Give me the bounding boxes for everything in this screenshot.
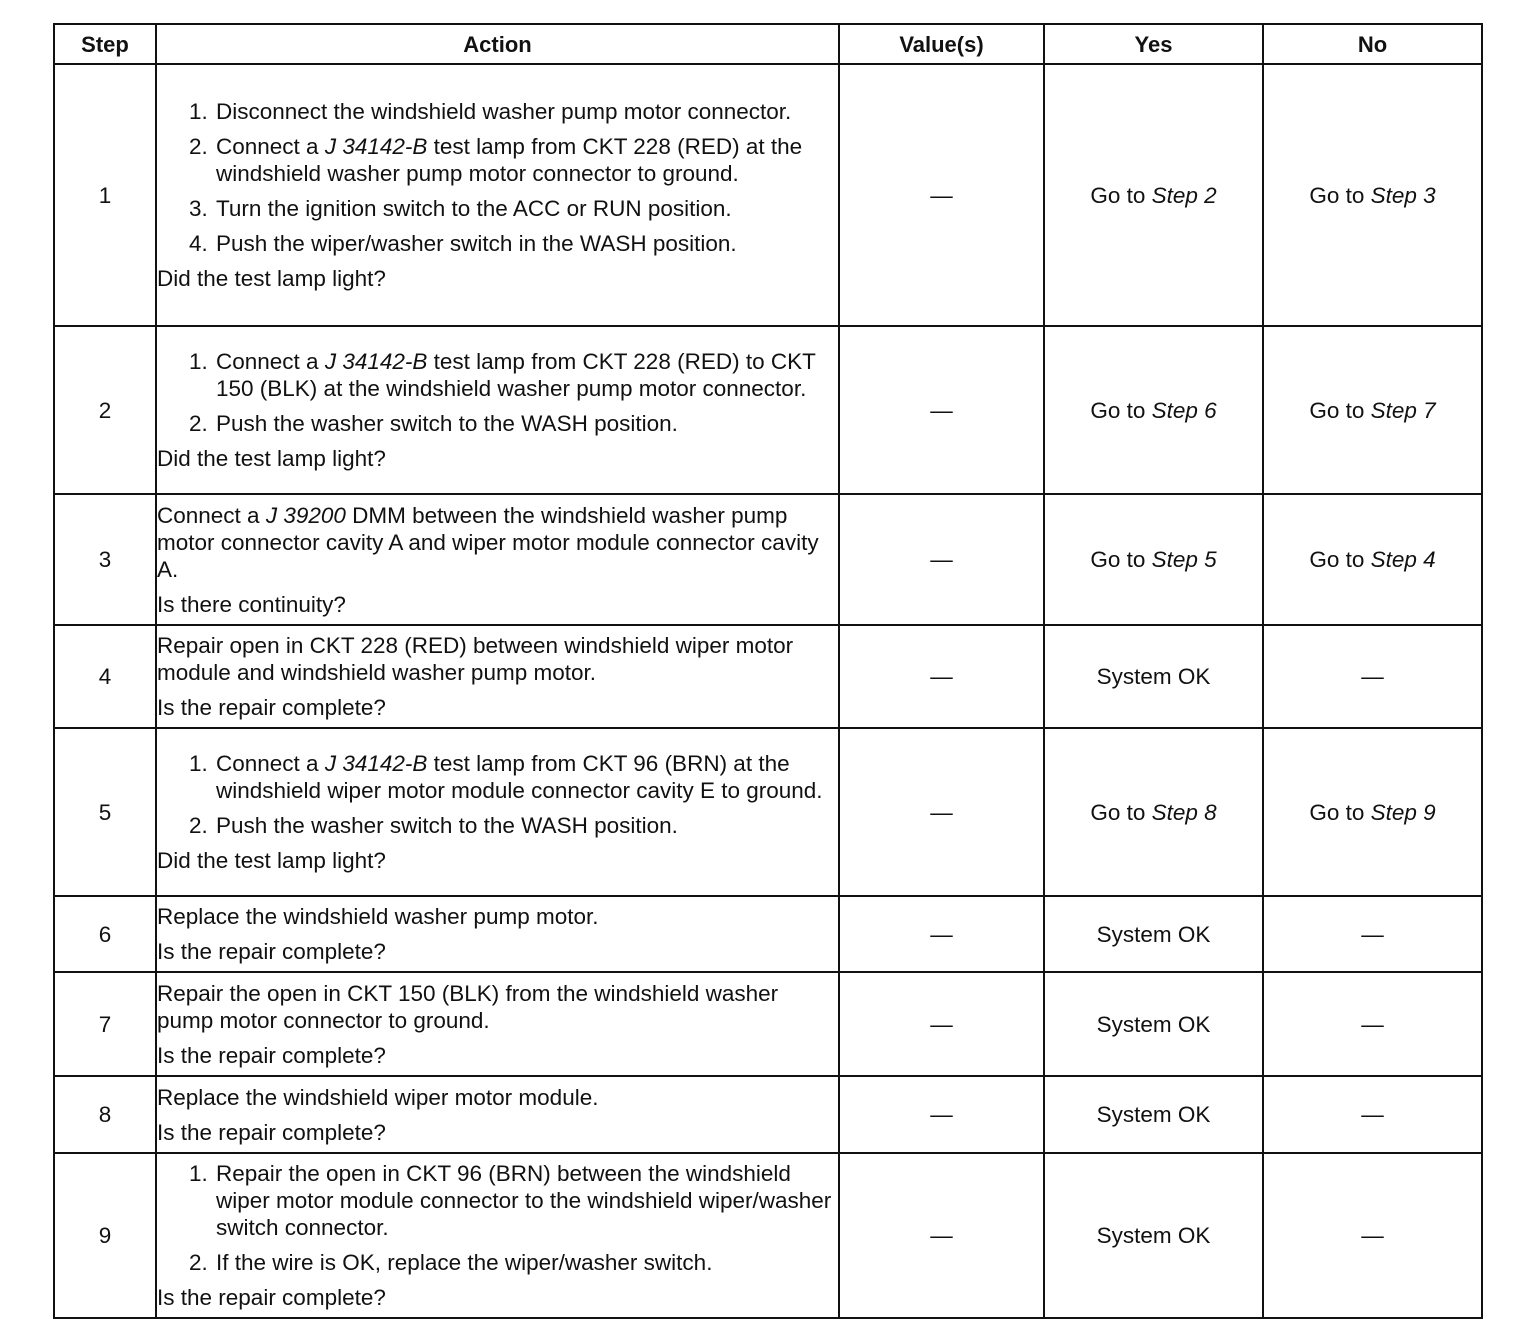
substep-item: [214, 98, 838, 125]
substep-item: [214, 750, 838, 804]
no-result: [1263, 64, 1482, 326]
text-segment: Go to: [1090, 547, 1152, 572]
text-segment: Connect a: [216, 349, 325, 374]
text-segment: Go to: [1309, 397, 1371, 423]
tool-reference: J 34142-B: [324, 134, 428, 159]
action-question: Did the test lamp light?: [157, 848, 386, 873]
value-cell: —: [839, 1153, 1044, 1318]
action-question: Is the repair complete?: [157, 695, 386, 720]
no-result: [1263, 1076, 1482, 1153]
text-segment: DMM between the windshield washer pump motor connector cavity A and wiper motor module connector cavity A.: [157, 502, 819, 582]
action-cell: [156, 64, 839, 326]
substep-item: [214, 348, 838, 402]
text-segment: —: [1361, 1102, 1384, 1127]
action-question: Is there continuity?: [157, 591, 346, 617]
text-segment: Connect a: [216, 134, 325, 159]
action-cell: [156, 1153, 839, 1318]
header-action: Action: [156, 24, 839, 64]
action-question: Is the repair complete?: [157, 1042, 386, 1068]
header-values: Value(s): [839, 24, 1044, 64]
yes-result: [1044, 625, 1263, 728]
text-segment: Replace the windshield washer pump motor.: [157, 904, 599, 929]
substep-item: [214, 812, 838, 839]
tool-reference: Step 3: [1370, 182, 1436, 208]
no-result: [1263, 494, 1482, 625]
table-row: [54, 896, 1482, 972]
text-segment: Go to: [1309, 799, 1371, 825]
text-segment: If the wire is OK, replace the wiper/washer switch.: [216, 1250, 713, 1275]
action-cell: [156, 896, 839, 972]
tool-reference: Step 4: [1370, 547, 1436, 572]
table-row: [54, 728, 1482, 896]
text-segment: Replace the windshield wiper motor module.: [157, 1084, 599, 1110]
header-yes: Yes: [1044, 24, 1263, 64]
action-question: Did the test lamp light?: [157, 266, 386, 291]
step-number: 7: [54, 972, 156, 1076]
yes-result: [1044, 64, 1263, 326]
value-cell: —: [839, 64, 1044, 326]
table-row: [54, 1076, 1482, 1153]
text-segment: System OK: [1096, 1223, 1211, 1248]
table-row: [54, 1153, 1482, 1318]
value-cell: —: [839, 1076, 1044, 1153]
diagnostic-table: [53, 23, 1483, 1319]
action-text: [157, 903, 838, 930]
text-segment: —: [1361, 921, 1384, 947]
header-no: No: [1263, 24, 1482, 64]
value-cell: —: [839, 728, 1044, 896]
step-number: 9: [54, 1153, 156, 1318]
text-segment: Repair the open in CKT 150 (BLK) from the windshield washer pump motor connector to ground.: [157, 980, 779, 1033]
no-result: [1263, 972, 1482, 1076]
text-segment: Push the washer switch to the WASH position.: [216, 813, 678, 838]
substep-item: [214, 230, 838, 257]
action-text: [157, 980, 838, 1034]
value-cell: —: [839, 972, 1044, 1076]
tool-reference: J 34142-B: [324, 349, 428, 374]
action-cell: [156, 1076, 839, 1153]
action-cell: [156, 728, 839, 896]
action-question: Did the test lamp light?: [157, 446, 386, 471]
action-question: Is the repair complete?: [157, 1285, 386, 1310]
tool-reference: Step 8: [1151, 799, 1217, 825]
table-row: [54, 326, 1482, 494]
action-cell: [156, 625, 839, 728]
tool-reference: J 39200: [265, 502, 346, 528]
text-segment: Go to: [1090, 182, 1152, 208]
value-cell: —: [839, 896, 1044, 972]
yes-result: [1044, 326, 1263, 494]
no-result: [1263, 728, 1482, 896]
step-number: 4: [54, 625, 156, 728]
substep-list: [157, 1160, 838, 1276]
yes-result: [1044, 728, 1263, 896]
substep-list: [157, 98, 838, 257]
table-body: [54, 64, 1482, 1318]
value-cell: —: [839, 326, 1044, 494]
value-cell: —: [839, 494, 1044, 625]
text-segment: Push the washer switch to the WASH position.: [216, 411, 678, 436]
text-segment: System OK: [1096, 921, 1211, 947]
yes-result: [1044, 896, 1263, 972]
text-segment: Disconnect the windshield washer pump motor connector.: [216, 99, 792, 124]
tool-reference: Step 5: [1151, 547, 1217, 572]
text-segment: Connect a: [157, 502, 266, 528]
substep-item: [214, 1249, 838, 1276]
text-segment: Go to: [1309, 182, 1371, 208]
action-text: [157, 632, 838, 686]
table-row: [54, 64, 1482, 326]
action-text: [157, 502, 838, 583]
text-segment: Push the wiper/washer switch in the WASH position.: [216, 231, 737, 256]
table-row: [54, 494, 1482, 625]
tool-reference: Step 9: [1370, 799, 1436, 825]
no-result: [1263, 896, 1482, 972]
text-segment: —: [1361, 1011, 1384, 1037]
yes-result: [1044, 1153, 1263, 1318]
tool-reference: J 34142-B: [324, 751, 428, 776]
text-segment: System OK: [1096, 1102, 1211, 1127]
substep-list: [157, 750, 838, 839]
text-segment: Go to: [1090, 799, 1152, 825]
action-text: [157, 1084, 838, 1111]
step-number: 2: [54, 326, 156, 494]
yes-result: [1044, 494, 1263, 625]
text-segment: —: [1361, 664, 1384, 689]
tool-reference: Step 6: [1151, 397, 1217, 423]
text-segment: Go to: [1309, 547, 1371, 572]
substep-item: [214, 1160, 838, 1241]
step-number: 6: [54, 896, 156, 972]
text-segment: Repair open in CKT 228 (RED) between windshield wiper motor module and windshield washer pump motor.: [157, 633, 794, 685]
tool-reference: Step 2: [1151, 182, 1217, 208]
step-number: 5: [54, 728, 156, 896]
table-row: [54, 625, 1482, 728]
substep-item: [214, 195, 838, 222]
action-question: Is the repair complete?: [157, 1119, 386, 1145]
no-result: [1263, 625, 1482, 728]
substep-item: [214, 410, 838, 437]
text-segment: System OK: [1096, 1011, 1211, 1037]
text-segment: System OK: [1096, 664, 1211, 689]
no-result: [1263, 326, 1482, 494]
text-segment: test lamp from CKT 96 (BRN) at the windshield wiper motor module connector cavity E to ground.: [216, 751, 823, 803]
text-segment: Connect a: [216, 751, 325, 776]
header-row: [54, 24, 1482, 64]
yes-result: [1044, 1076, 1263, 1153]
action-question: Is the repair complete?: [157, 939, 386, 964]
step-number: 1: [54, 64, 156, 326]
substep-item: [214, 133, 838, 187]
table-row: [54, 972, 1482, 1076]
value-cell: —: [839, 625, 1044, 728]
action-cell: [156, 494, 839, 625]
step-number: 8: [54, 1076, 156, 1153]
action-cell: [156, 972, 839, 1076]
text-segment: Repair the open in CKT 96 (BRN) between the windshield wiper motor module connector to the windshield wiper/washer switch connector.: [216, 1161, 832, 1240]
no-result: [1263, 1153, 1482, 1318]
header-step: Step: [54, 24, 156, 64]
text-segment: —: [1361, 1223, 1384, 1248]
text-segment: Go to: [1090, 397, 1152, 423]
tool-reference: Step 7: [1370, 397, 1436, 423]
text-segment: Turn the ignition switch to the ACC or RUN position.: [216, 196, 732, 221]
yes-result: [1044, 972, 1263, 1076]
action-cell: [156, 326, 839, 494]
text-segment: test lamp from CKT 228 (RED) at the windshield washer pump motor connector to ground.: [216, 134, 803, 186]
step-number: 3: [54, 494, 156, 625]
substep-list: [157, 348, 838, 437]
text-segment: test lamp from CKT 228 (RED) to CKT 150 (BLK) at the windshield washer pump motor connector.: [216, 349, 816, 401]
